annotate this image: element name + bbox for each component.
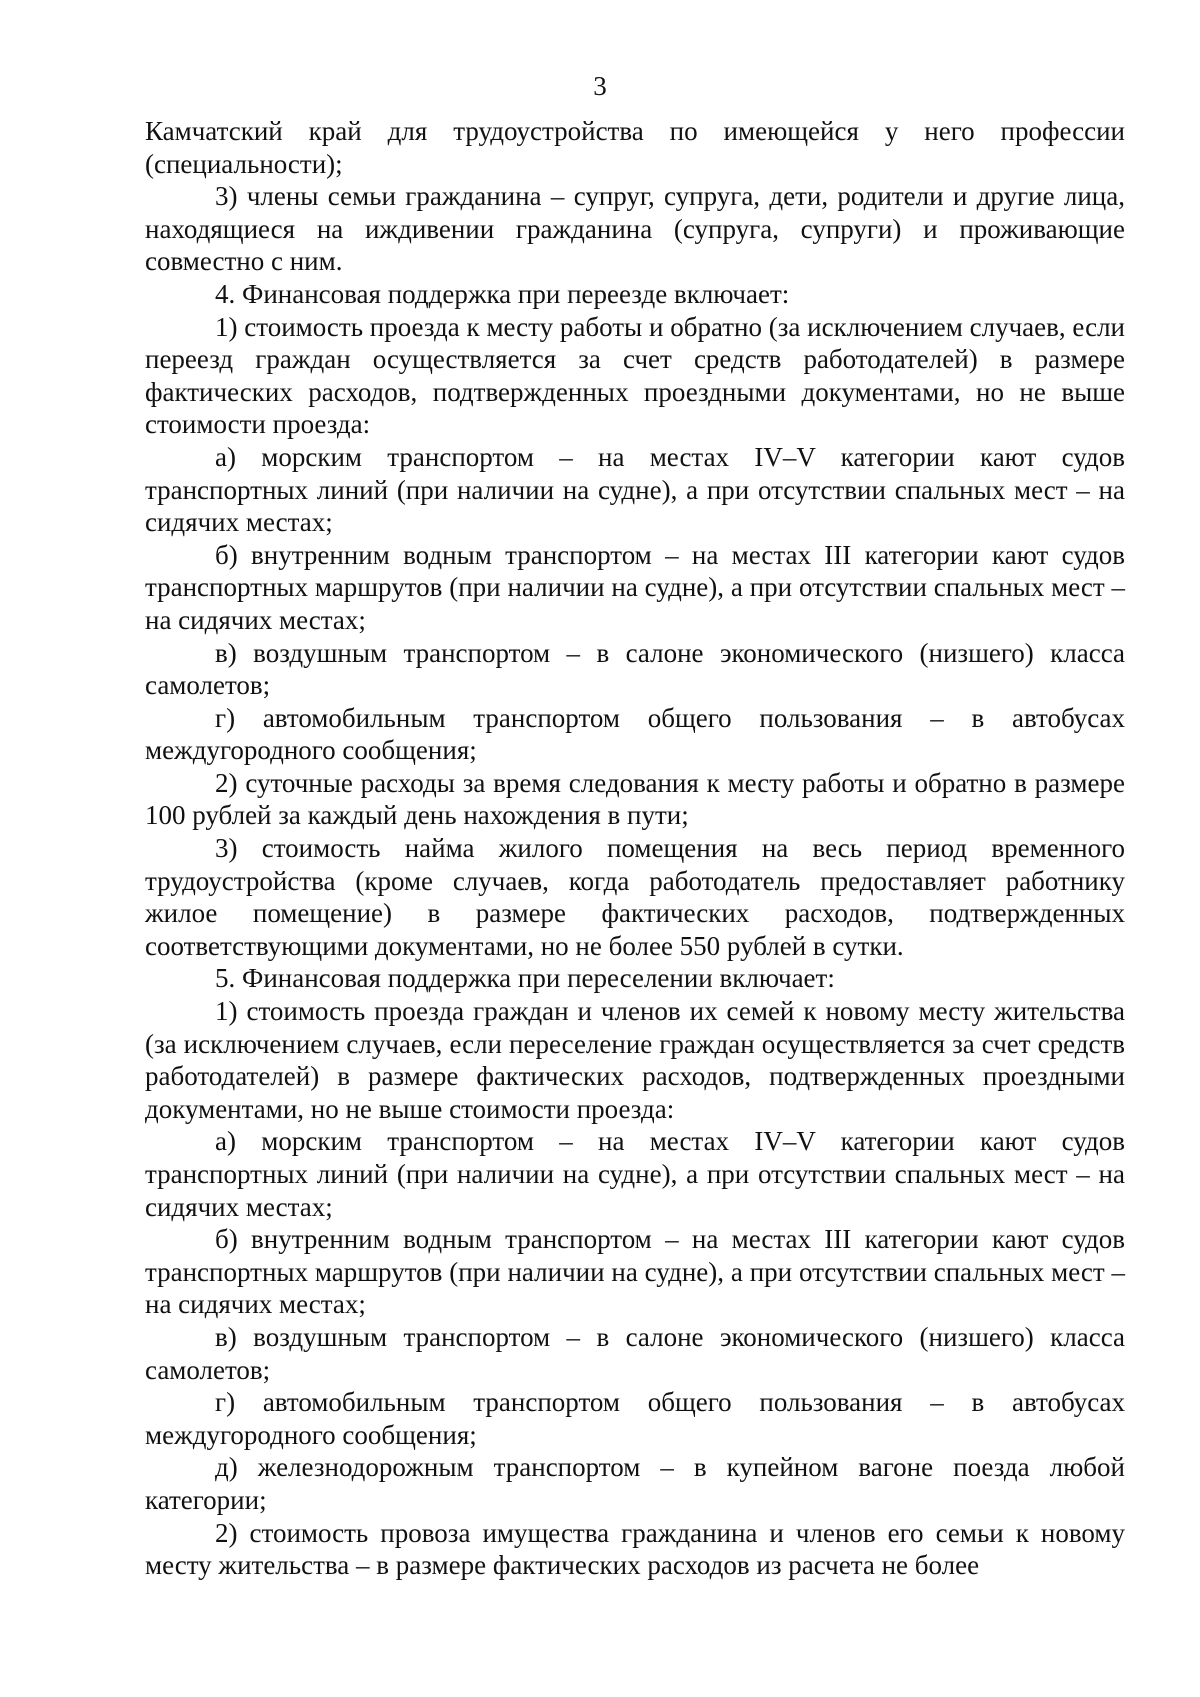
paragraph: 2) стоимость провоза имущества гражданина и членов его семьи к новому месту жительства – в размере фактических расходов из расчета не более xyxy=(145,1517,1125,1581)
paragraph: б) внутренним водным транспортом – на местах III категории кают судов транспортных маршрутов (при наличии на судне), а при отсутствии спальных мест – на сидячих местах; xyxy=(145,1224,1125,1320)
paragraph: а) морским транспортом – на местах IV–V категории кают судов транспортных линий (при наличии на судне), а при отсутствии спальных мест – на сидячих местах; xyxy=(145,441,1125,538)
paragraph: а) морским транспортом – на местах IV–V категории кают судов транспортных линий (при наличии на судне), а при отсутствии спальных мест – на сидячих местах; xyxy=(145,1126,1125,1222)
document-body xyxy=(145,115,1125,1582)
paragraph: 1) стоимость проезда к месту работы и обратно (за исключением случаев, если переезд граждан осуществляется за счет средств работодателей) в размере фактических расходов, подтвержденных проездными документами, но не выше стоимости проезда: xyxy=(145,311,1125,440)
paragraph: г) автомобильным транспортом общего пользования – в автобусах междугородного сообщения; xyxy=(145,1387,1125,1450)
paragraph: 1) стоимость проезда граждан и членов их семей к новому месту жительства (за исключением случаев, если переселение граждан осуществляется за счет средств работодателей) в размере фактических расходов, подтвержденных проездными документами, но не выше стоимости проезда: xyxy=(145,996,1125,1124)
paragraph: г) автомобильным транспортом общего пользования – в автобусах междугородного сообщения; xyxy=(145,702,1125,766)
paragraph: Камчатский край для трудоустройства по имеющейся у него профессии (специальности); xyxy=(145,116,1125,179)
paragraph: 4. Финансовая поддержка при переезде включает: xyxy=(215,278,790,309)
paragraph: 3) члены семьи гражданина – супруг, супруга, дети, родители и другие лица, находящиеся на иждивении гражданина (супруга, супруги) и проживающие совместно с ним. xyxy=(145,181,1125,277)
page-number: 3 xyxy=(593,71,607,101)
paragraph: 2) суточные расходы за время следования к месту работы и обратно в размере 100 рублей за каждый день нахождения в пути; xyxy=(145,767,1125,831)
paragraph: 3) стоимость найма жилого помещения на весь период временного трудоустройства (кроме случаев, когда работодатель предоставляет работнику жилое помещение) в размере фактических расходов, подтвержденных соответствующими документами, но не более 550 рублей в сутки. xyxy=(145,833,1125,961)
paragraph: д) железнодорожным транспортом – в купейном вагоне поезда любой категории; xyxy=(145,1452,1125,1515)
paragraph: в) воздушным транспортом – в салоне экономического (низшего) класса самолетов; xyxy=(145,637,1125,701)
paragraph: б) внутренним водным транспортом – на местах III категории кают судов транспортных маршрутов (при наличии на судне), а при отсутствии спальных мест – на сидячих местах; xyxy=(145,539,1125,635)
paragraph: 5. Финансовая поддержка при переселении включает: xyxy=(215,963,835,994)
paragraph: в) воздушным транспортом – в салоне экономического (низшего) класса самолетов; xyxy=(145,1321,1125,1385)
